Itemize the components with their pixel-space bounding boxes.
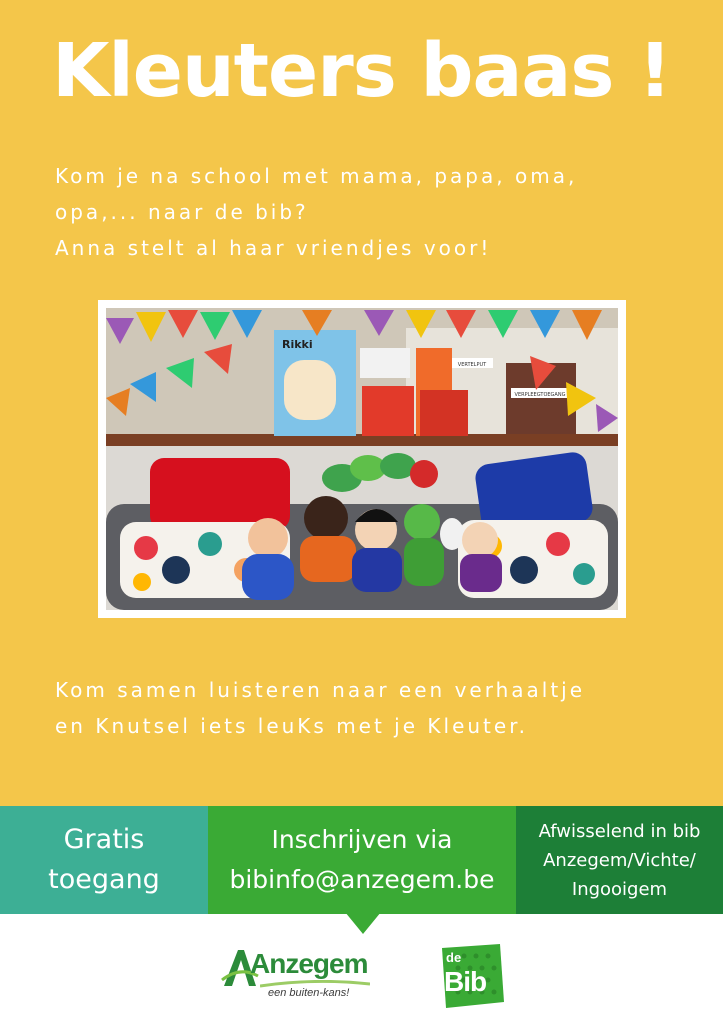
photo-book-rikki-rabbit [284,360,336,420]
photo-book-rikki-title: Rikki [282,338,313,351]
photo-toy-body [352,548,402,592]
band-pointer [345,912,381,934]
bib-logo-de: de [446,950,462,965]
photo-dot [134,536,158,560]
info-registration [208,806,516,914]
info-locations-line: Ingooigem [571,878,668,900]
intro-line: opa,... naar de bib? [55,200,309,224]
photo-toy-frog [404,504,440,540]
photo-toy-rabbit [440,518,464,550]
info-free-entry-line: toegang [48,864,160,895]
intro-line: Anna stelt al haar vriendjes voor! [55,236,492,260]
photo-dot [573,563,595,585]
photo-dot [546,532,570,556]
photo-dot [510,556,538,584]
photo-toy-head [462,522,498,558]
photo-toy-body [404,538,444,586]
photo-frame [98,300,626,618]
info-free-entry-line: Gratis [63,824,145,855]
info-free-entry [0,806,208,914]
photo-dot [133,573,151,591]
info-locations [516,806,723,914]
anzegem-logo-tagline: een buiten-kans! [268,987,350,999]
outro-text [55,672,695,744]
photo-door-sign-text: VERPLEEGTOEGANG [514,392,566,398]
photo-toy-body [242,554,294,600]
info-registration-label: Inschrijven via [271,825,453,854]
bib-logo [440,944,504,1008]
photo-book-white [360,348,410,378]
photo-toy-body [300,536,356,582]
outro-line: Kom samen luisteren naar een verhaaltje [55,678,586,702]
info-locations-line: Afwisselend in bib [538,820,701,842]
photo-illustration [106,308,618,610]
photo-toy-head [304,496,348,540]
photo-book-red [362,386,414,436]
bib-logo-name: Bib [444,966,487,997]
info-registration-email[interactable]: bibinfo@anzegem.be [229,865,495,894]
info-locations-line: Anzegem/Vichte/ [543,849,696,871]
intro-line: Kom je na school met mama, papa, oma, [55,164,578,188]
photo-library-reading-corner [106,308,618,610]
photo-book-dark-red [420,390,468,436]
outro-line: en Knutsel iets leuKs met je Kleuter. [55,714,528,738]
photo-toy-head [248,518,288,558]
photo-caterpillar-head [410,460,438,488]
poster-title: Kleuters baas ! [52,28,671,114]
photo-vertelput-sign-text: VERTELPUT [457,362,487,368]
photo-dot [198,532,222,556]
anzegem-logo-name: Anzegem [250,948,368,979]
intro-text [55,158,695,266]
photo-toy-body [460,554,502,592]
anzegem-logo [220,944,370,1008]
photo-dot [162,556,190,584]
